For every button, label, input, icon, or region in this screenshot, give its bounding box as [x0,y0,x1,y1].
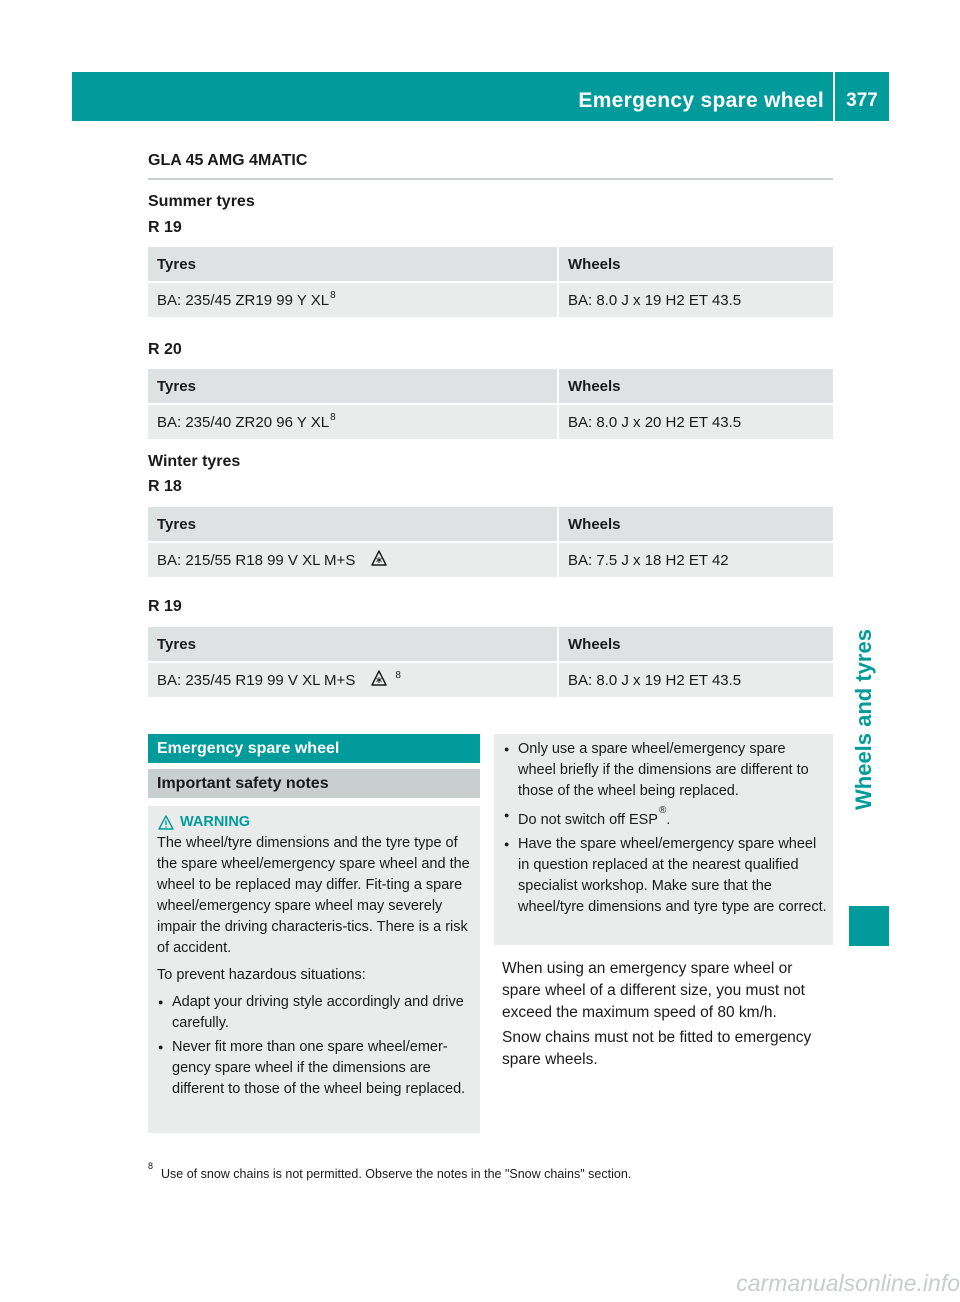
column-header-tyres: Tyres [148,627,557,661]
tyre-table-summer-r19 [148,247,833,317]
tyre-cell [148,405,557,439]
rim-label-winter-r19: R 19 [148,598,182,615]
side-tab-label: Wheels and tyres [851,629,876,810]
page-number: 377 [846,90,878,111]
column-header-wheels: Wheels [559,627,833,661]
tyre-table-winter-r18 [148,507,833,577]
table-row [148,663,833,697]
footnote-ref: 8 [330,411,336,423]
safety-list [503,739,827,918]
footnote-ref: 8 [330,289,336,301]
column-header-wheels: Wheels [559,247,833,281]
table-row [148,543,833,577]
tyre-cell [148,543,557,577]
side-tab-marker [849,906,889,946]
tyre-size: BA: 235/45 ZR19 99 Y XL [157,291,330,309]
snow-chains-text: Snow chains must not be fitted to emergency spare wheels. [502,1029,812,1068]
warning-triangle-icon [158,815,174,830]
warning-box [148,806,480,1133]
winter-tyres-label: Winter tyres [148,453,241,470]
rim-label-summer-r19: R 19 [148,219,182,236]
rim-label-summer-r20: R 20 [148,341,182,358]
list-item: ● Never fit more than one spare wheel/emer-gency spare wheel if the dimensions are different to those of the wheel being replaced. [157,1037,472,1100]
tyre-cell [148,283,557,317]
list-item: ● Only use a spare wheel/emergency spare wheel briefly if the dimensions are different to those of the wheel being replaced. [503,739,827,802]
table-row [148,283,833,317]
list-item: ● Adapt your driving style accordingly and drive carefully. [157,992,472,1034]
wheel-cell: BA: 8.0 J x 19 H2 ET 43.5 [559,283,833,317]
warning-label: WARNING [180,814,251,830]
list-item: ● Have the spare wheel/emergency spare wheel in question replaced at the nearest qualified specialist workshop. Make sure that the wheel/tyre dimensions and tyre type are correct. [503,834,827,918]
summer-tyres-label: Summer tyres [148,193,255,210]
tyre-size: BA: 215/55 R18 99 V XL M+S [157,551,356,569]
warning-list [157,992,472,1100]
footnote-ref: 8 [395,669,401,681]
table-row [148,405,833,439]
wheel-cell: BA: 8.0 J x 20 H2 ET 43.5 [559,405,833,439]
speed-limit-text: When using an emergency spare wheel or spare wheel of a different size, you must not exceed the maximum speed of 80 km/h. [502,960,805,1021]
esp-text: Do not switch off ESP [518,811,658,828]
watermark: carmanualsonline.info [736,1270,960,1296]
column-header-tyres: Tyres [148,247,557,281]
footnote-text: Use of snow chains is not permitted. Observe the notes in the "Snow chains" section. [161,1167,632,1182]
footnote [148,1161,848,1182]
section-title: Emergency spare wheel [148,734,480,763]
column-header-wheels: Wheels [559,507,833,541]
column-header-tyres: Tyres [148,507,557,541]
safety-notes-box [494,734,833,945]
subsection-title: Important safety notes [148,769,480,798]
rim-label-winter-r18: R 18 [148,478,182,495]
tyre-cell [148,663,557,697]
wheel-cell: BA: 8.0 J x 19 H2 ET 43.5 [559,663,833,697]
tyre-table-winter-r19 [148,627,833,697]
wheel-cell: BA: 7.5 J x 18 H2 ET 42 [559,543,833,577]
column-header-wheels: Wheels [559,369,833,403]
warning-text: The wheel/tyre dimensions and the tyre type of the spare wheel/emergency spare wheel and the wheel to be replaced may differ. Fit-ting a spare wheel/emergency spare wheel may severely impair the driving characteris-tics. There is a risk of accident. [157,835,470,956]
footnote-mark: 8 [148,1161,154,1171]
warning-instruction: To prevent hazardous situations: [157,967,366,983]
header-title: Emergency spare wheel [578,89,824,112]
column-header-tyres: Tyres [148,369,557,403]
esp-end: . [666,811,671,828]
model-title: GLA 45 AMG 4MATIC [148,152,833,180]
mountain-snowflake-icon [371,670,387,686]
warning-heading [157,812,472,833]
tyre-size: BA: 235/40 ZR20 96 Y XL [157,413,330,431]
mountain-snowflake-icon [371,550,387,566]
tyre-table-summer-r20 [148,369,833,439]
header-bar [72,72,889,121]
registered-mark: ® [658,805,667,816]
list-item [503,805,827,831]
tyre-size: BA: 235/45 R19 99 V XL M+S [157,671,356,689]
